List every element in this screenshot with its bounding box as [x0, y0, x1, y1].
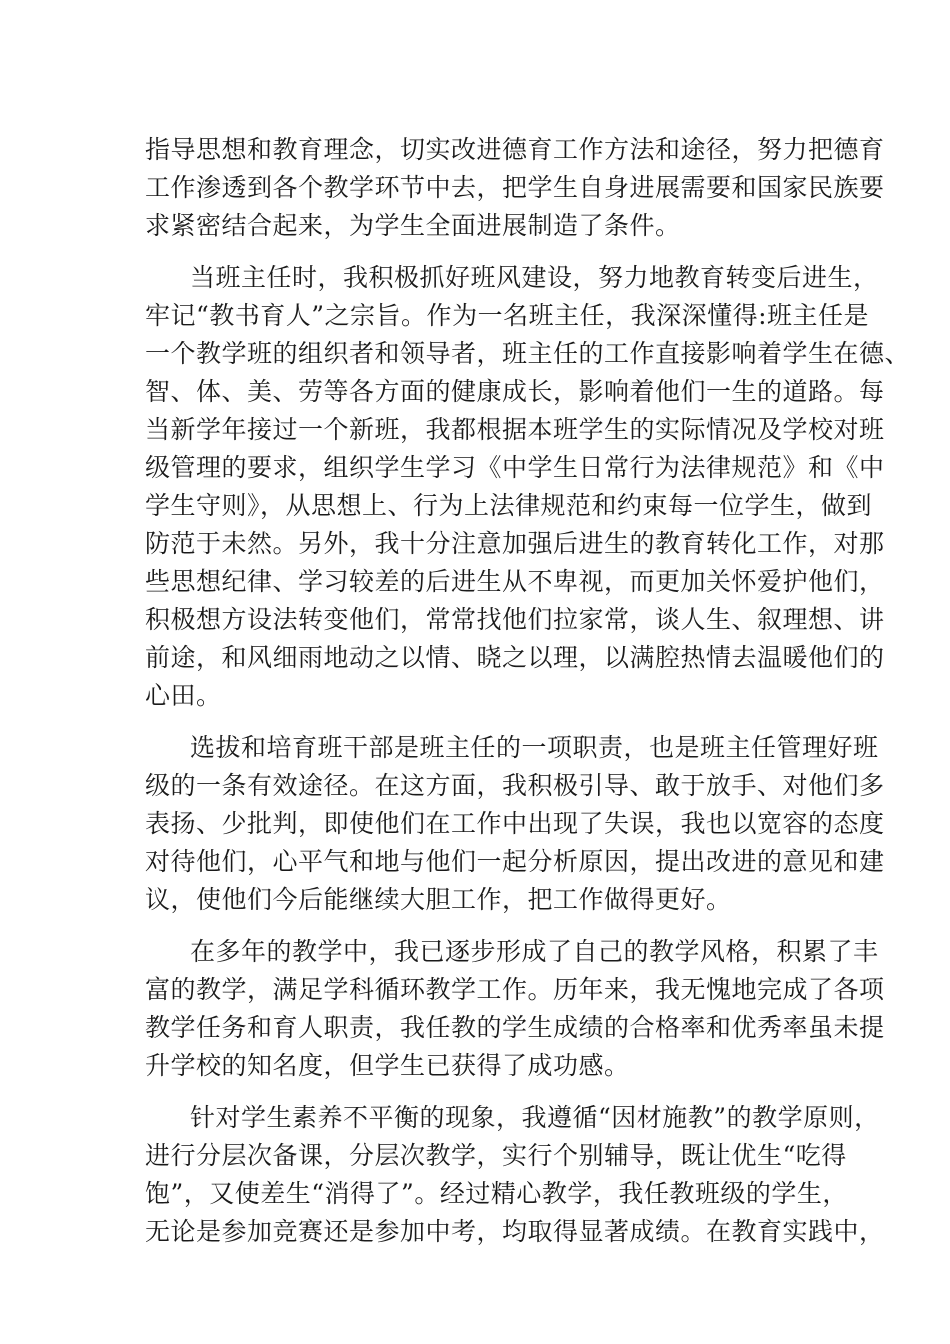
paragraph-3-line-3: 表扬、少批判，即使他们在工作中出现了失误，我也以宽容的态度: [145, 809, 885, 838]
paragraph-2-line-2: 牢记“教书育人”之宗旨。作为一名班主任，我深深懂得:班主任是: [145, 301, 869, 330]
paragraph-1-line-2: 工作渗透到各个教学环节中去，把学生自身进展需要和国家民族要: [145, 173, 885, 202]
paragraph-2-line-5: 当新学年接过一个新班，我都根据本班学生的实际情况及学校对班: [145, 415, 885, 444]
paragraph-3-line-4: 对待他们，心平气和地与他们一起分析原因，提出改进的意见和建: [145, 847, 885, 876]
paragraph-2-line-6: 级管理的要求，组织学生学习《中学生日常行为法律规范》和《中: [145, 453, 885, 482]
paragraph-4-line-4: 升学校的知名度，但学生已获得了成功感。: [145, 1051, 630, 1080]
paragraph-5-line-3: 饱”，又使差生“消得了”。经过精心教学，我任教班级的学生，: [145, 1179, 848, 1208]
paragraph-2-line-7: 学生守则》，从思想上、行为上法律规范和约束每一位学生，做到: [145, 491, 873, 520]
paragraph-5-line-4: 无论是参加竞赛还是参加中考，均取得显著成绩。在教育实践中，: [145, 1217, 885, 1246]
paragraph-5-line-2: 进行分层次备课，分层次教学，实行个别辅导，既让优生“吃得: [145, 1141, 847, 1170]
paragraph-2-line-11: 前途，和风细雨地动之以情、晓之以理，以满腔热情去温暖他们的: [145, 643, 885, 672]
paragraph-3-line-1: 选拔和培育班干部是班主任的一项职责，也是班主任管理好班: [190, 733, 879, 762]
paragraph-1-line-1: 指导思想和教育理念，切实改进德育工作方法和途径，努力把德育: [145, 135, 885, 164]
paragraph-1-line-3: 求紧密结合起来，为学生全面进展制造了条件。: [145, 211, 681, 240]
paragraph-2-line-8: 防范于未然。另外，我十分注意加强后进生的教育转化工作，对那: [145, 529, 885, 558]
paragraph-2-line-1: 当班主任时，我积极抓好班风建设，努力地教育转变后进生，: [190, 263, 879, 292]
paragraph-3-line-2: 级的一条有效途径。在这方面，我积极引导、敢于放手、对他们多: [145, 771, 885, 800]
paragraph-4-line-1: 在多年的教学中，我已逐步形成了自己的教学风格，积累了丰: [190, 937, 879, 966]
paragraph-4-line-2: 富的教学，满足学科循环教学工作。历年来，我无愧地完成了各项: [145, 975, 885, 1004]
paragraph-2-line-9: 些思想纪律、学习较差的后进生从不卑视，而更加关怀爱护他们，: [145, 567, 885, 596]
paragraph-2-line-4: 智、体、美、劳等各方面的健康成长，影响着他们一生的道路。每: [145, 377, 885, 406]
paragraph-2-line-10: 积极想方设法转变他们，常常找他们拉家常，谈人生、叙理想、讲: [145, 605, 885, 634]
paragraph-5-line-1: 针对学生素养不平衡的现象，我遵循“因材施教”的教学原则，: [190, 1103, 880, 1132]
paragraph-2-line-3: 一个教学班的组织者和领导者，班主任的工作直接影响着学生在德、: [145, 339, 911, 368]
paragraph-2-line-12: 心田。: [145, 681, 222, 710]
paragraph-3-line-5: 议，使他们今后能继续大胆工作，把工作做得更好。: [145, 885, 732, 914]
paragraph-4-line-3: 教学任务和育人职责，我任教的学生成绩的合格率和优秀率虽未提: [145, 1013, 885, 1042]
